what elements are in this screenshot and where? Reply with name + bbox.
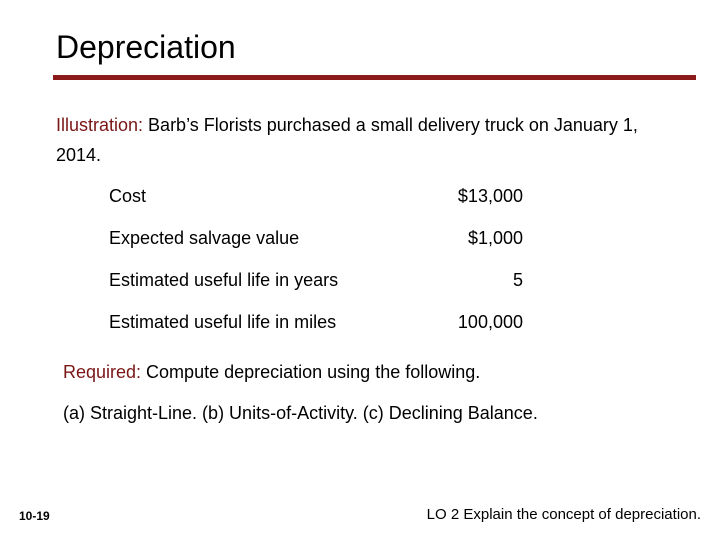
learning-objective: LO 2 Explain the concept of depreciation. <box>426 506 701 523</box>
fact-label: Estimated useful life in years <box>109 270 339 290</box>
required-text: Compute depreciation using the following. <box>141 362 481 382</box>
truck-facts-table <box>109 181 529 349</box>
illustration-paragraph <box>56 110 676 170</box>
fact-value: 5 <box>512 270 523 290</box>
fact-value: $1,000 <box>467 228 523 248</box>
required-label: Required: <box>63 362 142 382</box>
fact-label: Expected salvage value <box>109 228 300 248</box>
methods-list: (a) Straight-Line. (b) Units-of-Activity. (c) Declining Balance. <box>63 403 538 423</box>
slide-title: Depreciation <box>56 29 236 65</box>
illustration-label: Illustration: <box>56 115 144 135</box>
fact-label: Cost <box>109 186 147 206</box>
fact-row-salvage-value <box>109 223 529 265</box>
fact-row-useful-life-miles <box>109 307 529 349</box>
slide-number: 10-19 <box>19 509 50 523</box>
fact-value: 100,000 <box>457 312 523 332</box>
illustration-text: Barb’s Florists purchased a small delivery truck on January 1, 2014. <box>56 115 638 165</box>
fact-label: Estimated useful life in miles <box>109 312 337 332</box>
required-paragraph <box>63 357 480 387</box>
fact-value: $13,000 <box>457 186 523 206</box>
fact-row-cost <box>109 181 529 223</box>
fact-row-useful-life-years <box>109 265 529 307</box>
title-divider <box>53 75 696 80</box>
